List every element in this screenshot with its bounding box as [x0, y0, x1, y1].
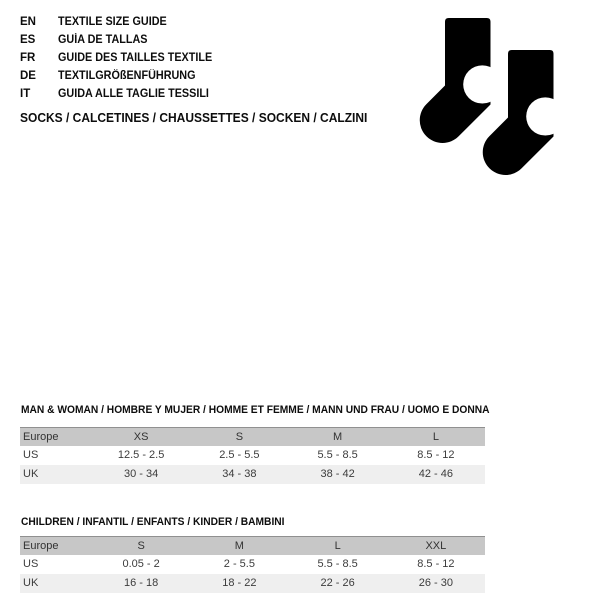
socks-icon — [400, 10, 565, 190]
size-table-man-woman — [20, 427, 485, 484]
size-value: 2 - 5.5 — [223, 558, 255, 570]
header-cell-size: M — [234, 540, 244, 552]
language-label: TEXTILGRÖßENFÜHRUNG — [58, 70, 196, 82]
row-label: US — [23, 558, 39, 570]
header-cell-size: XS — [133, 431, 149, 443]
language-label: GUIDE DES TAILLES TEXTILE — [58, 52, 213, 64]
size-value: 5.5 - 8.5 — [317, 558, 358, 570]
size-value: 38 - 42 — [320, 468, 355, 480]
row-label: UK — [23, 468, 39, 480]
table-title-man-woman: MAN & WOMAN / HOMBRE Y MUJER / HOMME ET FEMME / MANN UND FRAU / UOMO E DONNA — [21, 404, 490, 416]
language-row-es — [20, 31, 222, 49]
size-value: 16 - 18 — [124, 577, 159, 589]
size-value: 34 - 38 — [222, 468, 257, 480]
table-row-us — [20, 446, 485, 465]
size-value: 42 - 46 — [418, 468, 453, 480]
size-value: 0.05 - 2 — [122, 558, 160, 570]
size-value: 12.5 - 2.5 — [117, 449, 165, 461]
table-header-row — [20, 427, 485, 446]
size-value: 2.5 - 5.5 — [219, 449, 260, 461]
size-value: 8.5 - 12 — [417, 449, 455, 461]
header-cell-size: S — [235, 431, 244, 443]
size-value: 30 - 34 — [124, 468, 159, 480]
table-row-uk — [20, 465, 485, 484]
language-row-it — [20, 85, 222, 103]
header-cell-size: M — [333, 431, 343, 443]
size-value: 18 - 22 — [222, 577, 257, 589]
size-value: 8.5 - 12 — [417, 558, 455, 570]
language-code: IT — [20, 88, 31, 100]
language-code: FR — [20, 52, 36, 64]
header-cell-region: Europe — [23, 431, 59, 443]
size-table-children — [20, 536, 485, 593]
header-cell-size: L — [334, 540, 341, 552]
header-cell-region: Europe — [23, 540, 59, 552]
row-label: US — [23, 449, 39, 461]
header-cell-size: XXL — [425, 540, 447, 552]
header-cell-size: L — [432, 431, 439, 443]
sock-right — [483, 50, 565, 175]
language-code: DE — [20, 70, 36, 82]
category-title: SOCKS / CALCETINES / CHAUSSETTES / SOCKEN / CALZINI — [20, 111, 368, 125]
sock-left — [420, 18, 502, 143]
size-value: 26 - 30 — [418, 577, 453, 589]
table-row-us — [20, 555, 485, 574]
row-label: UK — [23, 577, 39, 589]
language-label: GUIDA ALLE TAGLIE TESSILI — [58, 88, 209, 100]
language-row-de — [20, 67, 222, 85]
size-value: 22 - 26 — [320, 577, 355, 589]
header-cell-size: S — [137, 540, 145, 552]
language-label: GUÍA DE TALLAS — [58, 34, 148, 46]
language-code: EN — [20, 16, 36, 28]
language-list — [20, 13, 222, 103]
table-row-uk — [20, 574, 485, 593]
language-label: TEXTILE SIZE GUIDE — [58, 16, 167, 28]
language-row-fr — [20, 49, 222, 67]
table-header-row — [20, 536, 485, 555]
language-row-en — [20, 13, 222, 31]
table-title-children: CHILDREN / INFANTIL / ENFANTS / KINDER / BAMBINI — [21, 516, 285, 528]
size-value: 5.5 - 8.5 — [317, 449, 358, 461]
language-code: ES — [20, 34, 36, 46]
